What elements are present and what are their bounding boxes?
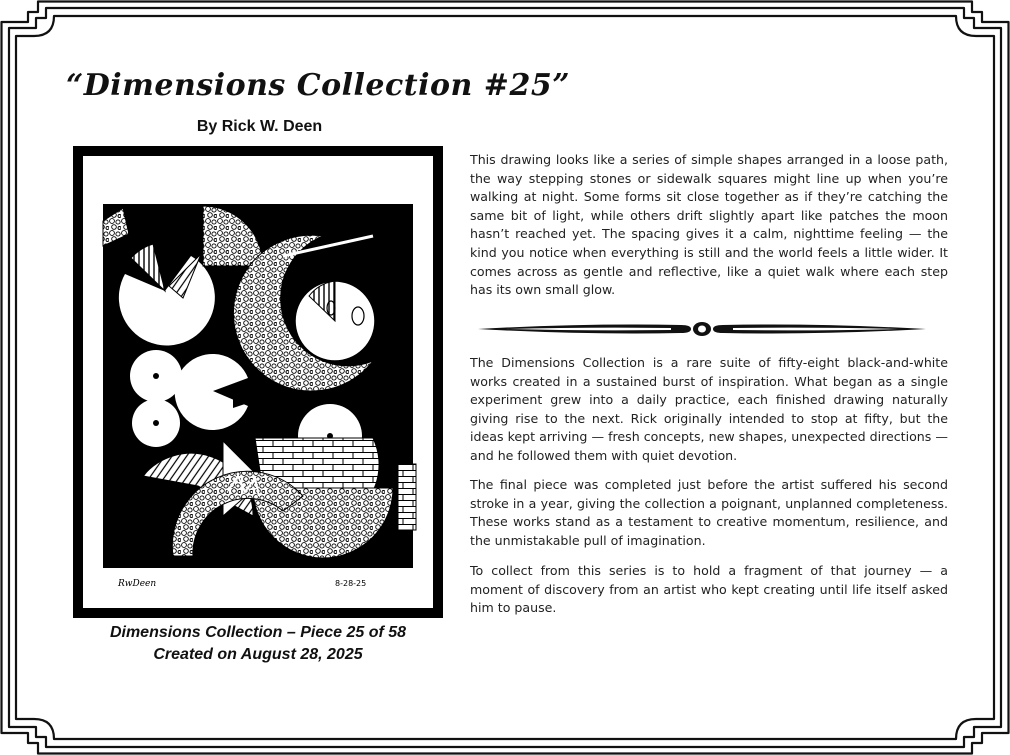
caption-created-date: Created on August 28, 2025 — [153, 646, 363, 663]
description-final-piece: The final piece was completed just before the artist suffered his second stroke in a year, giving the collection a poignant, unplanned completeness. These works stand as a testament to creative momentum, resilience, and the unmistakable pull of imagination. — [470, 477, 948, 548]
artist-byline: By Rick W. Deen — [196, 118, 323, 135]
caption-piece-number: Dimensions Collection – Piece 25 of 58 — [109, 624, 407, 641]
description-intro: This drawing looks like a series of simple shapes arranged in a loose path, the way stepping stones or sidewalk squares might line up when you’re walking at night. Some forms sit close together as if they’re catching the same bit of light, while others drift slightly apart like patches the moon hasn’t reached yet. The spacing gives it a calm, nighttime feeling — the kind you notice when everything is still and the world feels a little wider. It comes across as gentle and reflective, like a quiet walk where each step has its own small glow. — [470, 152, 948, 298]
artwork-date: 8-28-25 — [335, 579, 367, 588]
artwork-caption — [72, 622, 444, 666]
page-title: “Dimensions Collection #25” — [66, 68, 570, 103]
description-closing: To collect from this series is to hold a fragment of that journey — a moment of discovery from an artist who kept creating until life itself asked him to pause. — [470, 563, 948, 616]
artwork-image — [73, 146, 443, 618]
ornamental-divider — [476, 318, 928, 340]
artwork-signature: RwDeen — [118, 579, 157, 589]
description-collection: The Dimensions Collection is a rare suite of fifty-eight black-and-white works created in a sustained burst of inspiration. What began as a single experiment grew into a daily practice, each finished drawing naturally giving rise to the next. Rick originally intended to stop at fifty, but the ideas kept arriving — fresh concepts, new shapes, unexpected directions — and he followed them with quiet devotion. — [470, 355, 948, 463]
